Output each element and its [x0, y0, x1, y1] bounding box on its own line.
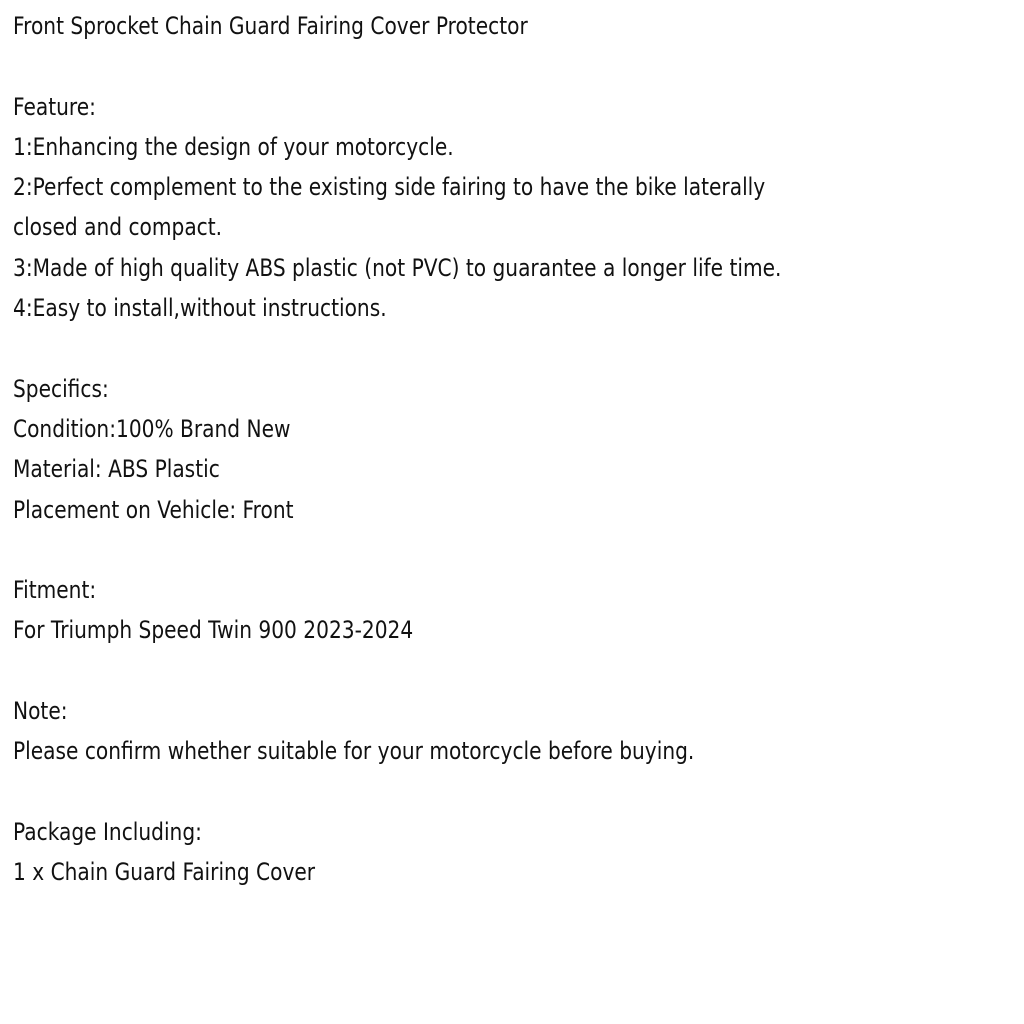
spacer	[13, 328, 853, 368]
spacer	[13, 651, 853, 691]
spacer	[13, 530, 853, 570]
specifics-item: Placement on Vehicle: Front	[13, 495, 294, 524]
fitment-heading: Fitment:	[13, 576, 97, 605]
feature-heading: Feature:	[13, 92, 96, 121]
note-heading: Note:	[13, 697, 68, 726]
fitment-item: For Triumph Speed Twin 900 2023-2024	[13, 616, 414, 645]
package-item: 1 x Chain Guard Fairing Cover	[13, 858, 316, 887]
product-description	[13, 6, 853, 893]
feature-item: 3:Made of high quality ABS plastic (not PVC) to guarantee a longer life time.	[13, 253, 782, 282]
feature-item: 1:Enhancing the design of your motorcycle.	[13, 132, 454, 161]
feature-item: 4:Easy to install,without instructions.	[13, 294, 387, 323]
specifics-heading: Specifics:	[13, 374, 109, 403]
specifics-item: Condition:100% Brand New	[13, 414, 291, 443]
package-heading: Package Including:	[13, 817, 202, 846]
feature-item: 2:Perfect complement to the existing side fairing to have the bike laterally	[13, 173, 766, 202]
document-title: Front Sprocket Chain Guard Fairing Cover Protector	[13, 12, 528, 40]
note-item: Please confirm whether suitable for your motorcycle before buying.	[13, 737, 695, 766]
spacer	[13, 46, 853, 86]
spacer	[13, 772, 853, 812]
specifics-item: Material: ABS Plastic	[13, 455, 220, 484]
feature-item: closed and compact.	[13, 213, 223, 242]
